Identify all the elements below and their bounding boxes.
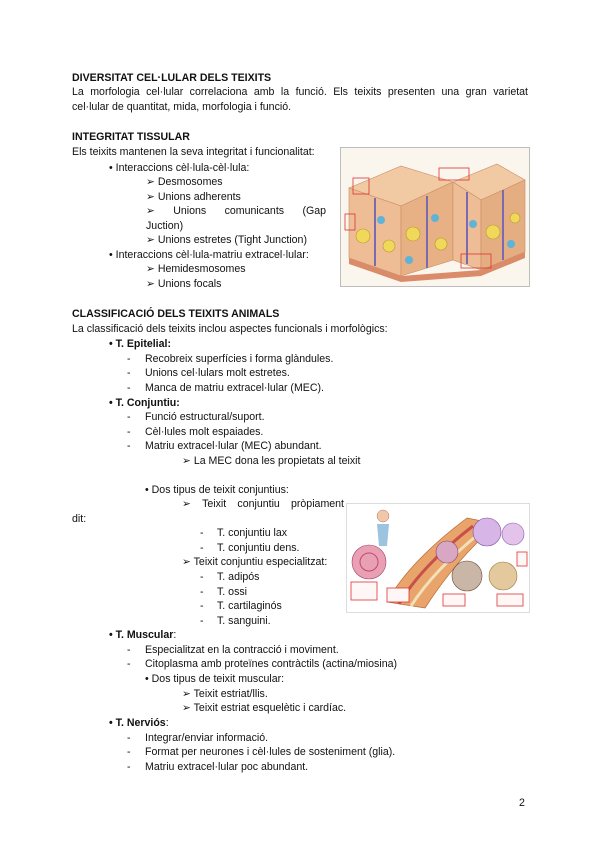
diversitat-paragraph-line1: La morfologia cel·lular correlaciona amb la funció. Els teixits presenten una gran varietat [72, 86, 528, 98]
conjuntiu-prop-item: T. conjuntiu dens. [217, 542, 300, 554]
dash: - [127, 382, 131, 394]
section-title-diversitat: DIVERSITAT CEL·LULAR DELS TEIXITS [72, 72, 272, 84]
item-hemidesmosomes: ➢ Hemidesmosomes [146, 263, 246, 275]
dash: - [127, 644, 131, 656]
especialitzat-item: T. ossi [217, 586, 248, 598]
item-unions-comunicants: ➢ Unions comunicants (Gap [146, 205, 326, 217]
conjuntiu-propiament-dit: ➢ Teixit conjuntiu pròpiament [182, 498, 344, 510]
bullet-cell-matrix: • Interaccions cèl·lula-matriu extracel·lular: [109, 249, 309, 261]
muscular-tipus: • Dos tipus de teixit muscular: [145, 673, 285, 685]
tissue-nervios-title: • T. Nerviós: [109, 717, 169, 729]
dash: - [127, 658, 131, 670]
dash: - [200, 571, 204, 583]
dash: - [200, 586, 204, 598]
item-unions-comunicants-cont: Juction) [146, 220, 184, 232]
dash: - [127, 411, 131, 423]
muscular-item: Especialitzat en la contracció i moviment. [145, 644, 339, 656]
dash: - [200, 600, 204, 612]
conjuntiu-item: Matriu extracel·lular (MEC) abundant. [145, 440, 322, 452]
bullet-cell-cell: • Interaccions cèl·lula-cèl·lula: [109, 162, 250, 174]
conjuntiu-prop-item: T. conjuntiu lax [217, 527, 288, 539]
cell-junctions-figure [340, 147, 530, 287]
dash: - [127, 761, 131, 773]
connective-tissue-figure [346, 503, 530, 613]
dash: - [127, 367, 131, 379]
section-title-integritat: INTEGRITAT TISSULAR [72, 131, 190, 143]
page-number: 2 [519, 797, 525, 809]
integritat-intro: Els teixits mantenen la seva integritat i funcionalitat: [72, 146, 315, 158]
tissue-conjuntiu-title: • T. Conjuntiu: [109, 397, 180, 409]
conjuntiu-tipus: • Dos tipus de teixit conjuntius: [145, 484, 289, 496]
tissue-epitelial-title: • T. Epitelial: [109, 338, 171, 350]
conjuntiu-especialitzat: ➢ Teixit conjuntiu especialitzat: [182, 556, 328, 568]
dash: - [200, 542, 204, 554]
dash: - [127, 353, 131, 365]
epitelial-item: Recobreix superfícies i forma glàndules. [145, 353, 334, 365]
classificacio-intro: La classificació dels teixits inclou aspectes funcionals i morfològics: [72, 323, 388, 335]
cell-junctions-illustration [341, 148, 529, 286]
item-unions-focals: ➢ Unions focals [146, 278, 222, 290]
nervios-item: Integrar/enviar informació. [145, 732, 269, 744]
nervios-item: Format per neurones i cèl·lules de sosteniment (glia). [145, 746, 396, 758]
epitelial-item: Manca de matriu extracel·lular (MEC). [145, 382, 324, 394]
dash: - [200, 527, 204, 539]
epitelial-item: Unions cel·lulars molt estretes. [145, 367, 290, 379]
muscular-item: Citoplasma amb proteïnes contràctils (actina/miosina) [145, 658, 397, 670]
dash: - [127, 746, 131, 758]
especialitzat-item: T. sanguini. [217, 615, 271, 627]
section-title-classificacio: CLASSIFICACIÓ DELS TEIXITS ANIMALS [72, 308, 280, 320]
conjuntiu-propiament-dit-cont: dit: [72, 513, 87, 525]
muscular-sub-item: ➢ Teixit estriat esquelètic i cardíac. [182, 702, 347, 714]
conjuntiu-mec-note: ➢ La MEC dona les propietats al teixit [182, 455, 361, 467]
conjuntiu-item: Cèl·lules molt espaiades. [145, 426, 264, 438]
item-desmosomes: ➢ Desmosomes [146, 176, 223, 188]
item-unions-estretes: ➢ Unions estretes (Tight Junction) [146, 234, 307, 246]
diversitat-paragraph-line2: cel·lular de quantitat, mida, morfologia i funció. [72, 101, 292, 113]
connective-tissue-illustration [347, 504, 529, 612]
dash: - [127, 426, 131, 438]
muscular-sub-item: ➢ Teixit estriat/llis. [182, 688, 268, 700]
especialitzat-item: T. cartilaginós [217, 600, 282, 612]
dash: - [127, 440, 131, 452]
dash: - [200, 615, 204, 627]
conjuntiu-item: Funció estructural/suport. [145, 411, 265, 423]
item-unions-adherents: ➢ Unions adherents [146, 191, 241, 203]
especialitzat-item: T. adipós [217, 571, 260, 583]
nervios-item: Matriu extracel·lular poc abundant. [145, 761, 309, 773]
dash: - [127, 732, 131, 744]
tissue-muscular-title: • T. Muscular: [109, 629, 177, 641]
